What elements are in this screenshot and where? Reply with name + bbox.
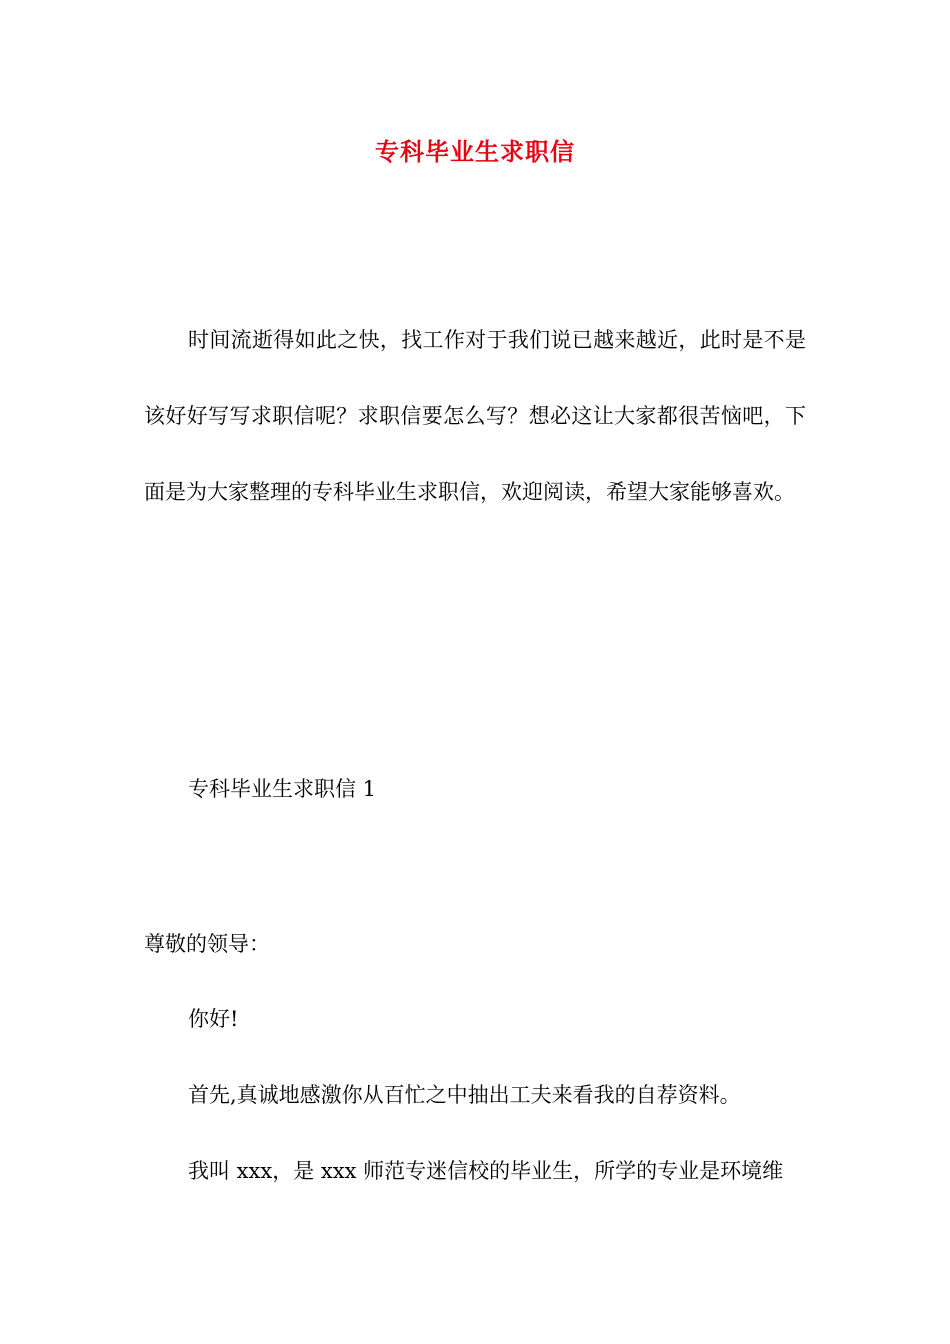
greeting: 你好!: [188, 1007, 239, 1031]
intro-paragraph: 时间流逝得如此之快，找工作对于我们说已越来越近，此时是不是该好好写写求职信呢？求职信要怎么写？想必这让大家都很苦恼吧，下面是为大家整理的专科毕业生求职信，欢迎阅读，希望大家能够喜欢。: [144, 328, 806, 504]
document-title: 专科毕业生求职信: [375, 137, 575, 166]
body-paragraph-1: 首先,真诚地感激你从百忙之中抽出工夫来看我的自荐资料。: [188, 1083, 741, 1107]
body-paragraph-2: 我叫 xxx，是 xxx 师范专迷信校的毕业生，所学的专业是环境维: [188, 1159, 784, 1183]
salutation: 尊敬的领导：: [144, 932, 270, 956]
section-heading: 专科毕业生求职信 1: [188, 777, 377, 801]
letter-body: [144, 981, 806, 1209]
